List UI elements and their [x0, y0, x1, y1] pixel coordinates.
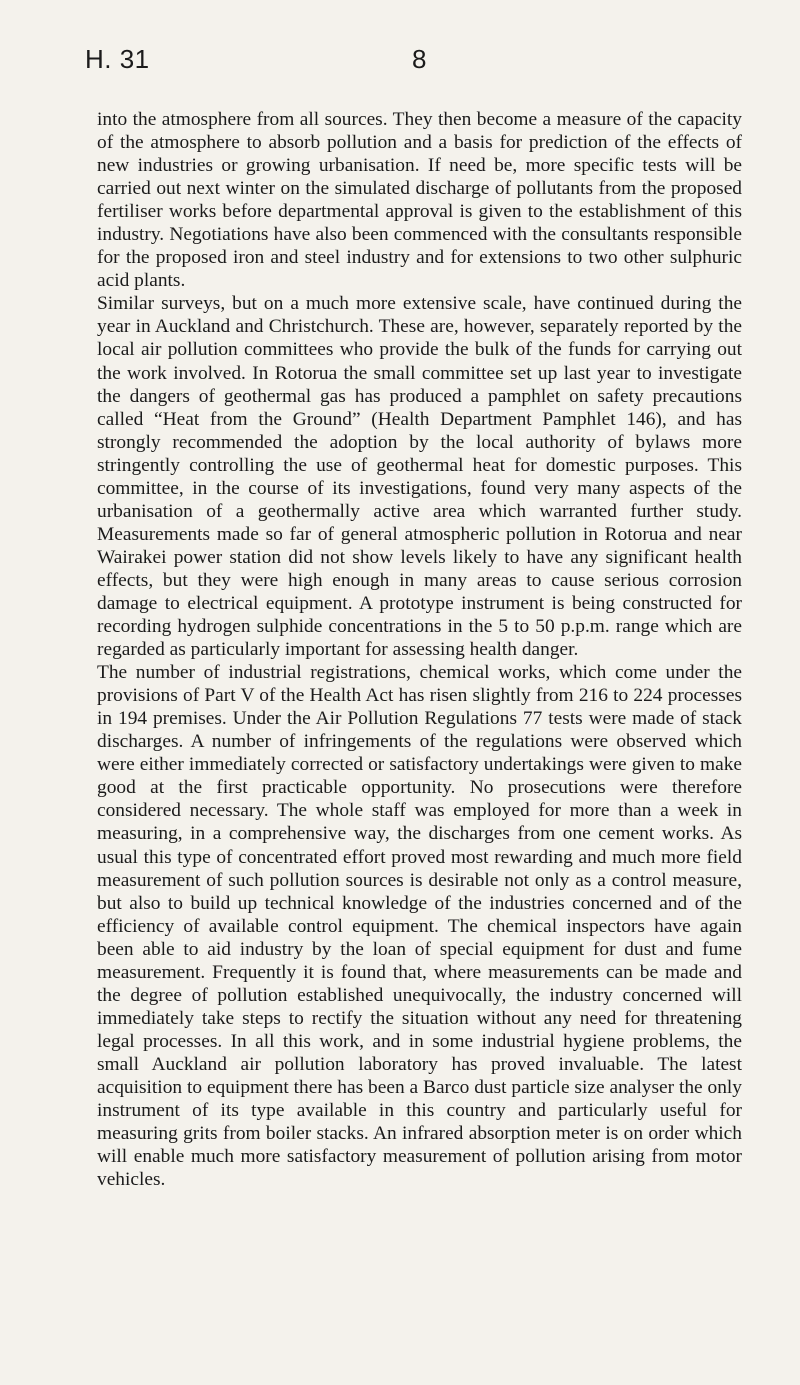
- page-number: 8: [412, 44, 427, 74]
- document-reference: H. 31: [85, 44, 150, 74]
- body-text: [97, 108, 742, 1191]
- paragraph: The number of industrial registrations, chemical works, which come under the provisions of Part V of the Health Act has risen slightly from 216 to 224 processes in 194 premises. Under the Air Pollution Regulations 77 tests were made of stack discharges. A number of infringements of the regulations were observed which were either immediately corrected or satisfactory undertakings were given to make good at the first practicable opportunity. No prosecutions were therefore considered necessary. The whole staff was employed for more than a week in measuring, in a comprehensive way, the discharges from one cement works. As usual this type of concentrated effort proved most rewarding and much more field measurement of such pollution sources is desirable not only as a control measure, but also to build up technical knowledge of the industries concerned and of the efficiency of available control equipment. The chemical inspectors have again been able to aid industry by the loan of special equipment for dust and fume measurement. Frequently it is found that, where measurements can be made and the degree of pollution established unequivocally, the industry concerned will immediately take steps to rectify the situation without any need for threatening legal processes. In all this work, and in some industrial hygiene problems, the small Auckland air pollution laboratory has proved invaluable. The latest acquisition to equipment there has been a Barco dust particle size analyser the only instrument of its type available in this country and particularly useful for measuring grits from boiler stacks. An infrared absorption meter is on order which will enable much more satisfactory measurement of pollution arising from motor vehicles.: [97, 662, 742, 1191]
- paragraph: Similar surveys, but on a much more extensive scale, have continued during the year in Auckland and Christchurch. These are, however, separately reported by the local air pollution committees who provide the bulk of the funds for carrying out the work involved. In Rotorua the small committee set up last year to investigate the dangers of geothermal gas has produced a pamphlet on safety precautions called “Heat from the Ground” (Health Department Pamphlet 146), and has strongly recommended the adoption by the local authority of bylaws more stringently controlling the use of geothermal heat for domestic purposes. This committee, in the course of its investigations, found very many aspects of the urbanisation of a geothermally active area which warranted further study. Measurements made so far of general atmospheric pollution in Rotorua and near Wairakei power station did not show levels likely to have any significant health effects, but they were high enough in many areas to cause serious corrosion damage to electrical equipment. A prototype instrument is being constructed for recording hydrogen sulphide concentrations in the 5 to 50 p.p.m. range which are regarded as particularly important for assessing health danger.: [97, 293, 742, 661]
- paragraph: into the atmosphere from all sources. They then become a measure of the capacity of the atmosphere to absorb pollution and a basis for prediction of the effects of new industries or growing urbanisation. If need be, more specific tests will be carried out next winter on the simulated discharge of pollutants from the proposed fertiliser works before departmental approval is given to the establishment of this industry. Negotiations have also been commenced with the consultants responsible for the proposed iron and steel industry and for extensions to two other sulphuric acid plants.: [97, 109, 742, 292]
